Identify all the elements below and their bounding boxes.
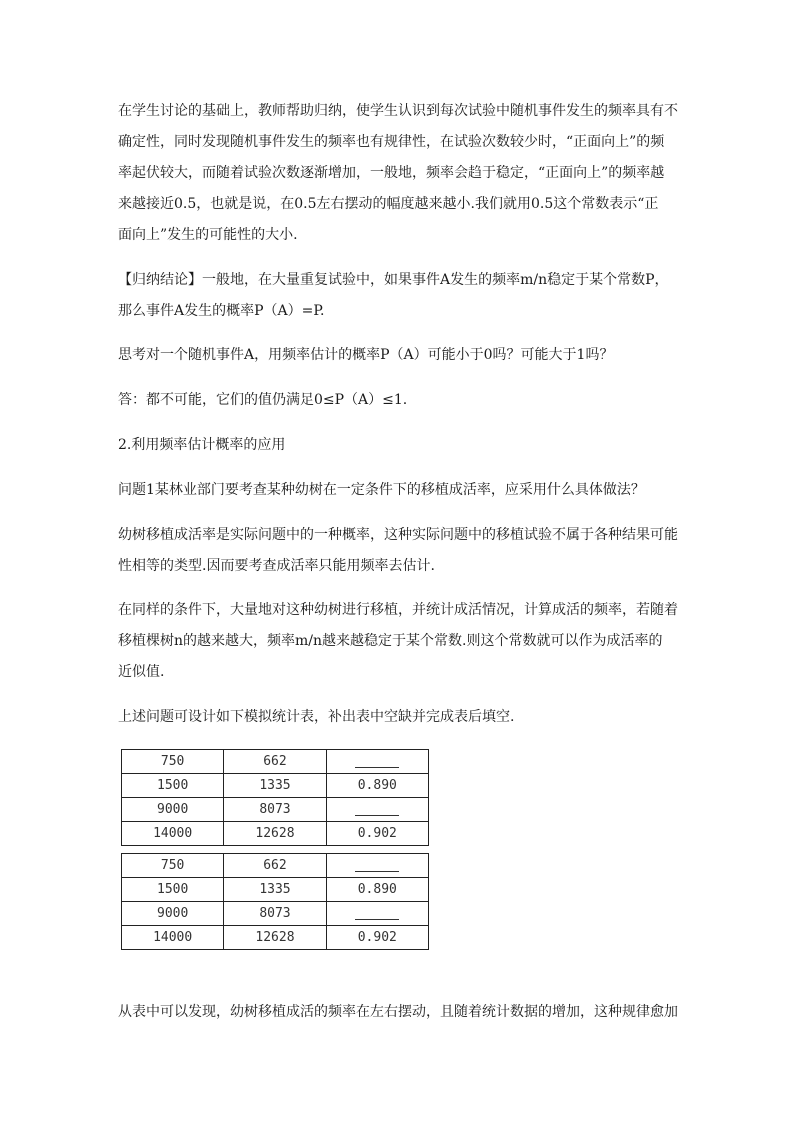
table-row <box>122 854 429 878</box>
paragraph-conclusion <box>118 265 678 327</box>
simulation-table-2 <box>121 853 429 950</box>
table-cell: 0.890 <box>326 774 428 798</box>
text-line: 面向上”发生的可能性的大小. <box>118 227 298 243</box>
fill-in-blank[interactable] <box>355 859 399 872</box>
table-row <box>122 902 429 926</box>
table-cell: 8073 <box>224 902 326 926</box>
paragraph-survival-rate <box>118 520 678 582</box>
table-row <box>122 798 429 822</box>
text-line: 从表中可以发现，幼树移植成活的频率在左右摆动，且随着统计数据的增加，这种规律愈加 <box>118 1004 678 1020</box>
table-cell: 1500 <box>122 878 224 902</box>
table-cell: 12628 <box>224 822 326 846</box>
table-cell: 0.902 <box>326 822 428 846</box>
table-cell: 14000 <box>122 822 224 846</box>
text-line: 上述问题可设计如下模拟统计表，补出表中空缺并完成表后填空. <box>118 709 515 725</box>
text-line: 性相等的类型.因而要考查成活率只能用频率去估计. <box>118 558 435 574</box>
table-cell: 662 <box>224 750 326 774</box>
table-cell: 0.902 <box>326 926 428 950</box>
table-cell: 1335 <box>224 774 326 798</box>
table-cell: 1500 <box>122 774 224 798</box>
table-cell: 750 <box>122 750 224 774</box>
paragraph-answer <box>118 385 678 416</box>
table-cell: 12628 <box>224 926 326 950</box>
text-line: 那么事件A发生的概率P（A）=P. <box>118 303 325 319</box>
paragraph-table-conclusion <box>118 997 678 1028</box>
text-line: 率起伏较大，而随着试验次数逐渐增加，一般地，频率会趋于稳定，“正面向上”的频率越 <box>118 165 665 181</box>
table-cell: 9000 <box>122 798 224 822</box>
text-line: 确定性，同时发现随机事件发生的频率也有规律性，在试验次数较少时，“正面向上”的频 <box>118 134 665 150</box>
text-line: 问题1某林业部门要考查某种幼树在一定条件下的移植成活率，应采用什么具体做法？ <box>118 482 645 498</box>
text-line: 在学生讨论的基础上，教师帮助归纳，使学生认识到每次试验中随机事件发生的频率具有不 <box>118 103 678 119</box>
table-cell: 662 <box>224 854 326 878</box>
text-line: 移植棵树n的越来越大，频率m/n越来越稳定于某个常数.则这个常数就可以作为成活率的 <box>118 633 663 649</box>
text-line: 近似值. <box>118 664 165 680</box>
table-cell: 9000 <box>122 902 224 926</box>
simulation-table-1 <box>121 749 429 846</box>
text-line: 在同样的条件下，大量地对这种幼树进行移植，并统计成活情况，计算成活的频率，若随着 <box>118 602 678 618</box>
text-line: 【归纳结论】一般地，在大量重复试验中，如果事件A发生的频率m/n稳定于某个常数P， <box>118 272 669 288</box>
table-row <box>122 774 429 798</box>
table-row <box>122 750 429 774</box>
table-row <box>122 926 429 950</box>
text-line: 2.利用频率估计概率的应用 <box>118 437 286 453</box>
paragraph-method <box>118 595 678 688</box>
table-cell: 1335 <box>224 878 326 902</box>
table-cell: 750 <box>122 854 224 878</box>
text-line: 答：都不可能，它们的值仍满足0≤P（A）≤1. <box>118 392 408 408</box>
table-cell-blank <box>326 798 428 822</box>
table-cell: 8073 <box>224 798 326 822</box>
paragraph-discussion-summary <box>118 96 678 251</box>
text-line: 来越接近0.5，也就是说，在0.5左右摆动的幅度越来越小.我们就用0.5这个常数表示“正 <box>118 196 659 212</box>
section-heading <box>118 430 678 461</box>
fill-in-blank[interactable] <box>355 907 399 920</box>
paragraph-table-intro <box>118 702 678 733</box>
table-cell: 0.890 <box>326 878 428 902</box>
table-row <box>122 822 429 846</box>
paragraph-problem-1 <box>118 475 678 506</box>
table-row <box>122 878 429 902</box>
table-cell-blank <box>326 854 428 878</box>
text-line: 幼树移植成活率是实际问题中的一种概率，这种实际问题中的移植试验不属于各种结果可能 <box>118 527 678 543</box>
table-cell-blank <box>326 902 428 926</box>
text-line: 思考对一个随机事件A，用频率估计的概率P（A）可能小于0吗？可能大于1吗？ <box>118 347 614 363</box>
table-cell-blank <box>326 750 428 774</box>
table-cell: 14000 <box>122 926 224 950</box>
paragraph-think-question <box>118 340 678 371</box>
fill-in-blank[interactable] <box>355 803 399 816</box>
fill-in-blank[interactable] <box>355 755 399 768</box>
